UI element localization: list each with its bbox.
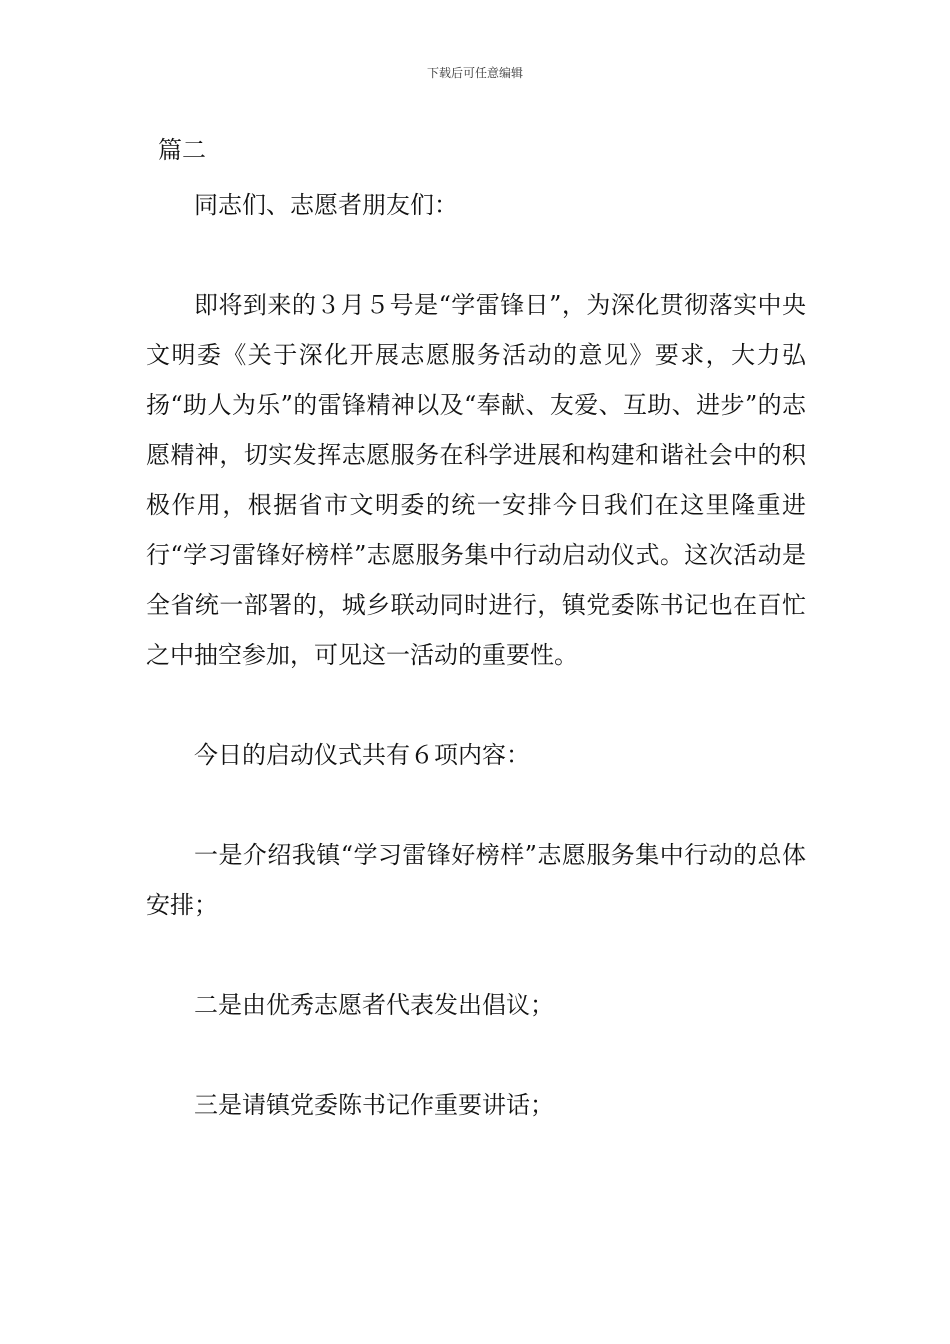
paragraph-item-1: 一是介绍我镇“学习雷锋好榜样”志愿服务集中行动的总体安排； [146, 841, 806, 919]
paragraph-agenda: 今日的启动仪式共有６项内容： [194, 741, 530, 769]
document-body [146, 130, 806, 1130]
paragraph-item-2: 二是由优秀志愿者代表发出倡议； [194, 991, 554, 1019]
paragraph-item-3: 三是请镇党委陈书记作重要讲话； [194, 1091, 554, 1119]
section-title: 篇二 [158, 136, 206, 164]
greeting: 同志们、志愿者朋友们： [194, 191, 458, 219]
page-header-note: 下载后可任意编辑 [426, 66, 523, 80]
paragraph-intro: 即将到来的３月５号是“学雷锋日”，为深化贯彻落实中央文明委《关于深化开展志愿服务活动的意见》要求，大力弘扬“助人为乐”的雷锋精神以及“奉献、友爱、互助、进步”的志愿精神，切实发挥志愿服务在科学进展和构建和谐社会中的积极作用，根据省市文明委的统一安排今日我们在这里隆重进行“学习雷锋好榜样”志愿服务集中行动启动仪式。这次活动是全省统一部署的，城乡联动同时进行，镇党委陈书记也在百忙之中抽空参加，可见这一活动的重要性。 [146, 291, 806, 669]
